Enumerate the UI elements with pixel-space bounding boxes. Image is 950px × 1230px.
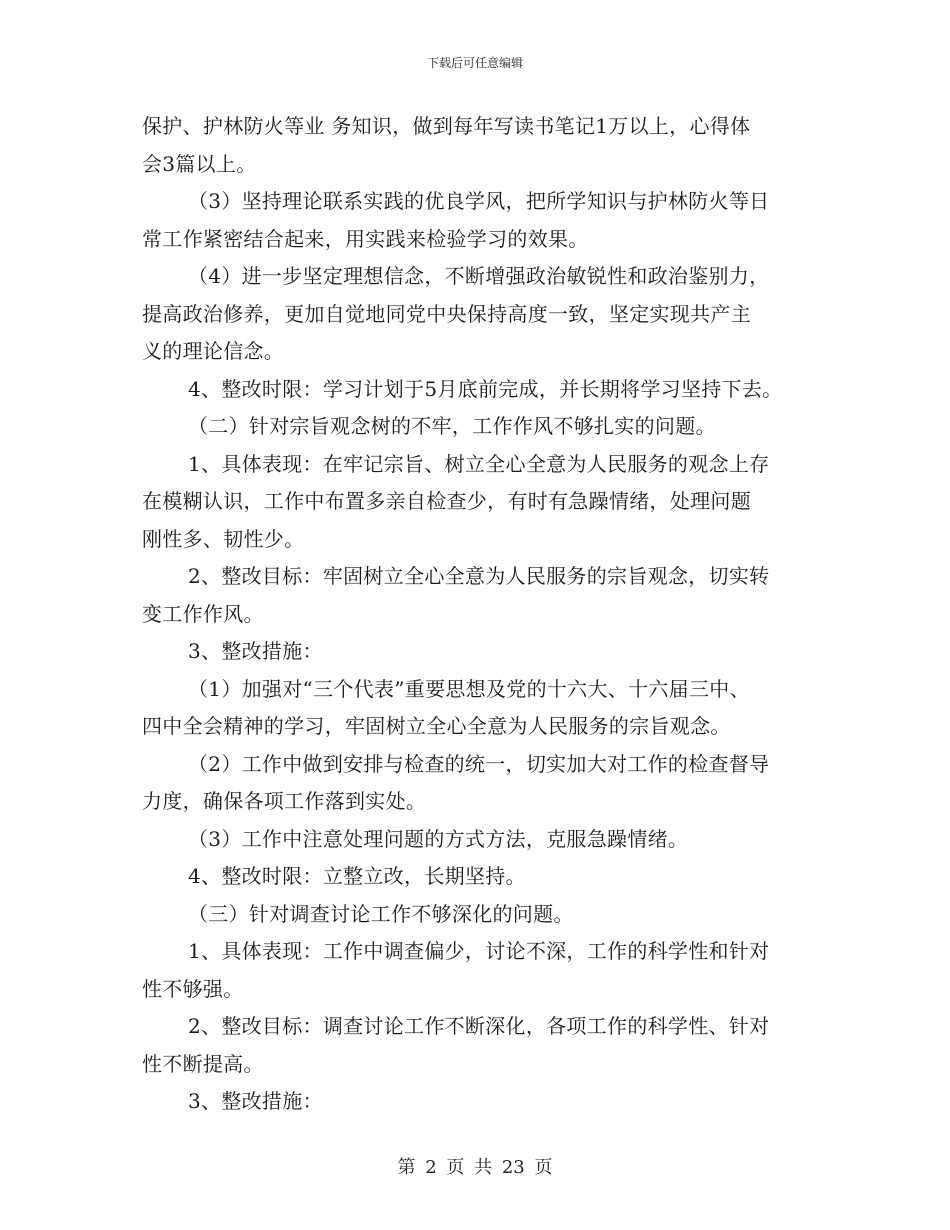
text-line: 力度，确保各项工作落到实处。 (142, 789, 427, 813)
text-line: 4、整改时限：学习计划于5月底前完成，并长期将学习坚持下去。 (188, 376, 783, 401)
text-line: 性不够强。 (142, 976, 244, 1001)
text-line: 4、整改时限：立整立改，长期坚持。 (188, 864, 526, 888)
text-line: （二）针对宗旨观念树的不牢，工作作风不够扎实的问题。 (188, 414, 716, 438)
text-line: 1、具体表现：在牢记宗旨、树立全心全意为人民服务的观念上存 (188, 451, 770, 476)
text-line: 保护、护林防火等业 务知识，做到每年写读书笔记1万以上，心得体 (142, 114, 751, 138)
text-line: 变工作作风。 (142, 601, 264, 626)
text-line: 3、整改措施： (188, 1089, 323, 1113)
text-line: 性不断提高。 (142, 1051, 264, 1076)
text-line: 常工作紧密结合起来，用实践来检验学习的效果。 (142, 226, 589, 251)
text-line: 1、具体表现：工作中调查偏少，讨论不深，工作的科学性和针对 (188, 939, 770, 963)
text-line: （4）进一步坚定理想信念，不断增强政治敏锐性和政治鉴别力， (188, 264, 770, 288)
text-line: 义的理论信念。 (142, 339, 285, 363)
text-line: 在模糊认识，工作中布置多亲自检查少，有时有急躁情绪，处理问题 (142, 489, 751, 513)
text-line: 刚性多、韧性少。 (142, 526, 305, 551)
page-header: 下载后可任意编辑 (426, 56, 523, 70)
text-line: 2、整改目标：调查讨论工作不断深化，各项工作的科学性、针对 (188, 1014, 770, 1038)
document-body (142, 108, 822, 1121)
text-line: 四中全会精神的学习，牢固树立全心全意为人民服务的宗旨观念。 (142, 714, 731, 738)
page-footer: 第 2 页 共 23 页 (397, 1157, 553, 1178)
text-line: （2）工作中做到安排与检查的统一，切实加大对工作的检查督导 (188, 751, 770, 776)
text-line: 提高政治修养，更加自觉地同党中央保持高度一致，坚定实现共产主 (142, 301, 751, 326)
text-line: （三）针对调查讨论工作不够深化的问题。 (188, 901, 574, 926)
text-line: 会3篇以上。 (142, 151, 257, 176)
text-line: （3）坚持理论联系实践的优良学风，把所学知识与护林防火等日 (188, 189, 770, 213)
text-line: （1）加强对“三个代表”重要思想及党的十六大、十六届三中、 (188, 676, 750, 701)
text-line: 2、整改目标：牢固树立全心全意为人民服务的宗旨观念，切实转 (188, 564, 770, 588)
text-line: 3、整改措施： (188, 639, 323, 663)
text-line: （3）工作中注意处理问题的方式方法，克服急躁情绪。 (188, 826, 689, 851)
